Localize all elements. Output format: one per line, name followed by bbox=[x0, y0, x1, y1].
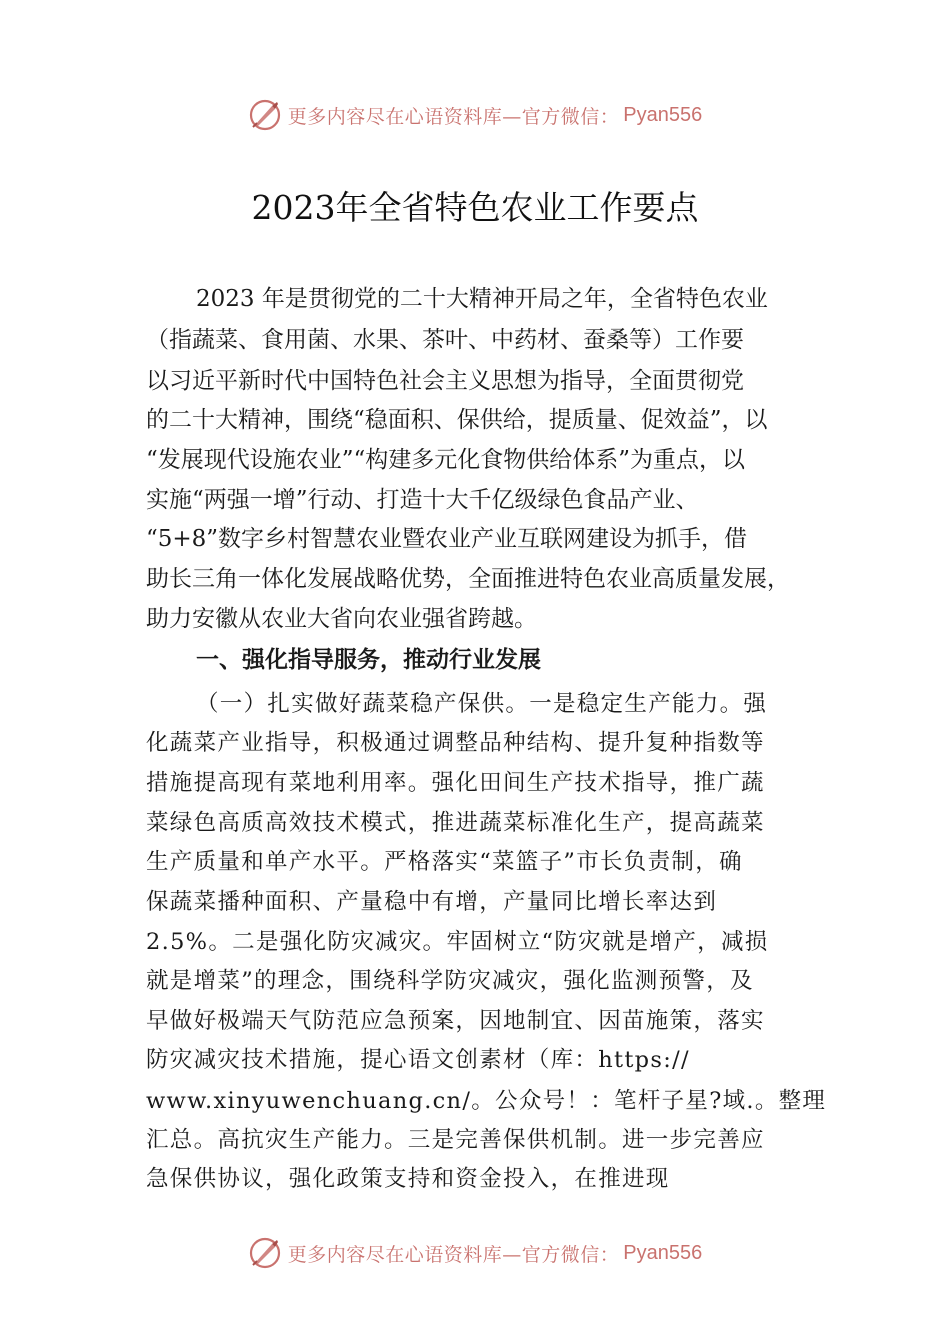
watermark-header bbox=[0, 95, 950, 135]
body-line: 汇总。高抗灾生产能力。三是完善保供机制。进一步完善应 bbox=[146, 1127, 765, 1153]
body-line: www.xinyuwenchuang.cn/。公众号！：笔杆子星?域.。整理 bbox=[146, 1088, 827, 1114]
watermark-text: 更多内容尽在心语资料库—官方微信： bbox=[287, 1243, 620, 1266]
body-line: 就是增菜”的理念，围绕科学防灾减灾，强化监测预警，及 bbox=[146, 968, 754, 994]
body-line: 助力安徽从农业大省向农业强省跨越。 bbox=[146, 606, 537, 632]
body-line: 的二十大精神，围绕“稳面积、保供给，提质量、促效益”，以 bbox=[146, 407, 768, 433]
quill-pen-icon bbox=[248, 98, 282, 132]
body-line: 2.5%。二是强化防灾减灾。牢固树立“防灾就是增产，减损 bbox=[146, 929, 769, 955]
body-line: 2023 年是贯彻党的二十大精神开局之年，全省特色农业 bbox=[196, 286, 768, 312]
quill-pen-icon bbox=[248, 1236, 282, 1270]
body-line: （一）扎实做好蔬菜稳产保供。一是稳定生产能力。强 bbox=[196, 691, 768, 717]
watermark-wechat-id: Pyan556 bbox=[623, 103, 703, 126]
body-line: 保蔬菜播种面积、产量稳中有增，产量同比增长率达到 bbox=[146, 889, 718, 915]
body-line: 防灾减灾技术措施，提心语文创素材（库：https:// bbox=[146, 1047, 690, 1073]
body-line: “发展现代设施农业”“构建多元化食物供给体系”为重点，以 bbox=[146, 447, 746, 473]
body-line: 以习近平新时代中国特色社会主义思想为指导，全面贯彻党 bbox=[146, 368, 744, 394]
body-line: （指蔬菜、食用菌、水果、茶叶、中药材、蚕桑等）工作要 bbox=[146, 327, 744, 353]
document-title: 2023年全省特色农业工作要点 bbox=[251, 188, 699, 227]
watermark-wechat-id: Pyan556 bbox=[623, 1241, 703, 1264]
body-line: 化蔬菜产业指导，积极通过调整品种结构、提升复种指数等 bbox=[146, 730, 765, 756]
body-line: 助长三角一体化发展战略优势，全面推进特色农业高质量发展， bbox=[146, 566, 790, 592]
body-line: 菜绿色高质高效技术模式，推进蔬菜标准化生产，提高蔬菜 bbox=[146, 810, 765, 836]
body-line: 实施“两强一增”行动、打造十大千亿级绿色食品产业、 bbox=[146, 487, 699, 513]
section-heading: 一、强化指导服务，推动行业发展 bbox=[196, 647, 541, 673]
body-line: 生产质量和单产水平。严格落实“菜篮子”市长负责制，确 bbox=[146, 849, 743, 875]
body-line: 早做好极端天气防范应急预案，因地制宜、因苗施策，落实 bbox=[146, 1008, 765, 1034]
watermark-footer bbox=[0, 1233, 950, 1273]
watermark-text: 更多内容尽在心语资料库—官方微信： bbox=[287, 105, 620, 128]
body-line: “5+8”数字乡村智慧农业暨农业产业互联网建设为抓手，借 bbox=[146, 526, 748, 552]
body-line: 急保供协议，强化政策支持和资金投入，在推进现 bbox=[146, 1166, 670, 1192]
body-line: 措施提高现有菜地利用率。强化田间生产技术指导，推广蔬 bbox=[146, 770, 765, 796]
